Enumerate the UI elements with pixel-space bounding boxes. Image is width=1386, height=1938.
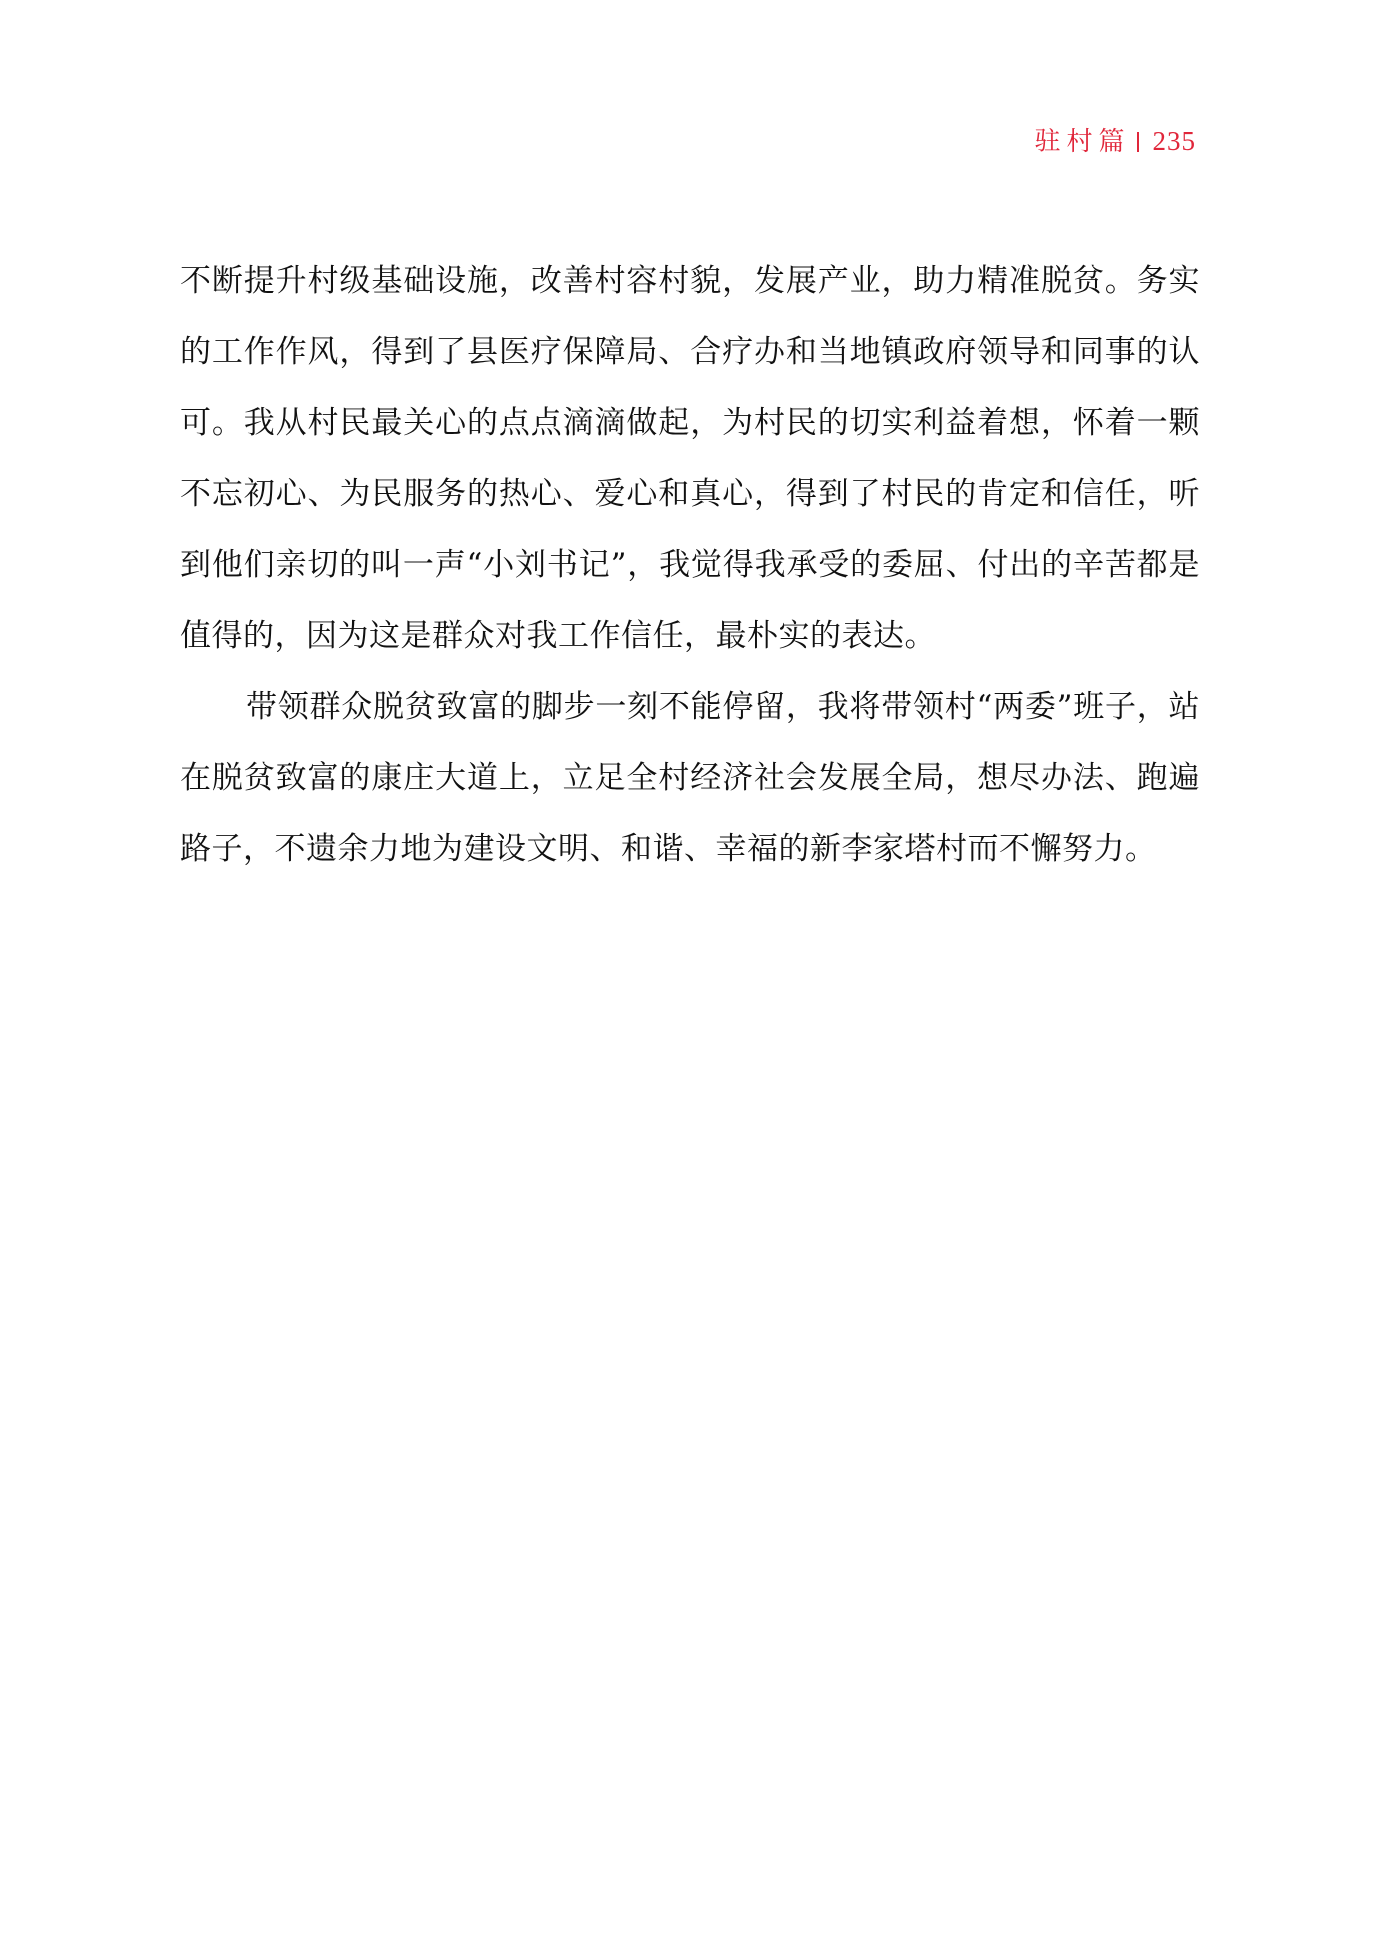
header-divider <box>1137 132 1139 152</box>
body-text <box>180 246 1200 885</box>
page-number: 235 <box>1152 126 1196 156</box>
section-title: 驻村篇 <box>1034 126 1131 157</box>
running-header <box>1034 128 1196 155</box>
paragraph-1: 不断提升村级基础设施，改善村容村貌，发展产业，助力精准脱贫。务实的工作作风，得到了县医疗保障局、合疗办和当地镇政府领导和同事的认可。我从村民最关心的点点滴滴做起，为村民的切实利益着想，怀着一颗不忘初心、为民服务的热心、爱心和真心，得到了村民的肯定和信任，听到他们亲切的叫一声“小刘书记”，我觉得我承受的委屈、付出的辛苦都是值得的，因为这是群众对我工作信任，最朴实的表达。 <box>180 263 1200 654</box>
paragraph-2: 带领群众脱贫致富的脚步一刻不能停留，我将带领村“两委”班子，站在脱贫致富的康庄大道上，立足全村经济社会发展全局，想尽办法、跑遍路子，不遗余力地为建设文明、和谐、幸福的新李家塔村而不懈努力。 <box>180 689 1200 867</box>
